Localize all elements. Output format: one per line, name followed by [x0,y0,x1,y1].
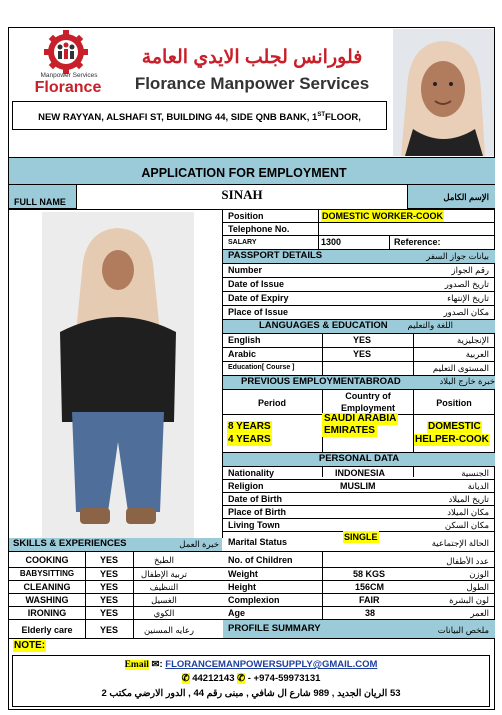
salary-value: 1300 [321,237,342,247]
position-label: Position [228,211,264,221]
passport-place-label: Place of Issue [228,307,289,317]
passport-number-label: Number [228,265,263,275]
previous-heading-arabic: خبرة خارج البلاد [439,376,495,386]
age-label: Age [228,608,246,618]
personal-heading: PERSONAL DATA [318,453,400,464]
skill-elderly-value: YES [99,625,118,635]
lang-arabic-label: Arabic [228,349,257,359]
height-ar: الطول [466,582,489,592]
period-2: 4 YEARS [228,434,271,445]
lang-english-value: YES [353,335,372,345]
weight-ar: الوزن [469,569,489,579]
person-fullbody-icon [42,212,194,540]
company-name: Florance Manpower Services [134,74,370,93]
complexion-label: Complexion [228,595,280,605]
address-floor-sup: ST [317,112,325,118]
nationality-label: Nationality [228,468,275,478]
skill-cleaning-label: CLEANING [23,582,71,592]
weight-label: Weight [228,569,258,579]
company-logo [21,30,111,98]
skill-babysitting-label: BABYSITTING [19,569,75,578]
phone-2[interactable]: - +974-59973131 [247,673,321,684]
skill-washing-ar: الغسيل [151,595,177,605]
skill-elderly-ar: رعايه المسنين [143,625,195,635]
full-body-photo [42,212,194,540]
languages-heading: LANGUAGES & EDUCATION [259,320,388,331]
dob-label: Date of Birth [228,494,282,504]
passport-issue-ar: تاريخ الصدور [444,279,489,289]
application-form [8,27,495,710]
passport-heading-arabic: بيانات جواز السفر [426,251,489,261]
lang-education-label: Education[ Course ] [228,364,295,371]
full-name-value: SINAH [221,187,263,202]
col-period: Period [257,398,286,408]
portrait-photo [393,29,494,156]
col-country: Country of Employment [340,391,395,413]
lang-arabic-ar: العربية [465,349,489,359]
pob-ar: مكان الميلاد [447,507,489,517]
note-label: NOTE: [14,640,46,651]
marital-ar: الحالة الإجتماعية [431,538,489,548]
full-name-arabic: الإسم الكامل [443,192,489,202]
person-portrait-icon [393,29,494,156]
religion-value: MUSLIM [340,481,376,491]
skill-ironing-label: IRONING [27,608,67,618]
lang-arabic-value: YES [353,349,372,359]
passport-heading: PASSPORT DETAILS [228,250,323,261]
logo-wordmark: Florance [34,79,102,96]
age-value: 38 [365,608,376,618]
living-town-ar: مكان السكن [444,520,489,530]
passport-place-ar: مكان الصدور [443,307,489,317]
col-position: Position [436,398,472,408]
living-town-label: Living Town [228,520,280,530]
skill-cooking-label: COOKING [25,555,69,565]
phone-1[interactable]: 44212143 [192,673,235,684]
salary-label: SALARY [228,239,257,246]
age-ar: العمر [470,608,489,618]
dob-ar: تاريخ الميلاد [448,494,489,504]
note-label-cell [9,639,495,653]
lang-education-ar: المستوى التعليم [432,363,489,373]
company-arabic-name: فلورانس لجلب الايدي العامة [141,47,363,68]
weight-value: 58 KGS [353,569,386,579]
address-box [12,101,387,130]
email-address[interactable]: FLORANCEMANPOWERSUPPLY@GMAIL.COM [165,659,378,670]
period-1: 8 YEARS [228,421,271,432]
passport-number-ar: رقم الجواز [451,265,489,275]
marital-value: SINGLE [344,532,378,542]
country-1: SAUDI ARABIA [324,413,397,424]
skill-ironing-ar: الكوي [153,608,175,618]
skill-washing-value: YES [99,595,118,605]
phone-icon-2: ✆ [237,673,246,684]
footer-address-ar: 53 الريان الجديد , 989 شارع ال شافي , مبنى رقم 44 , الدور الارضي مكتب 2 [101,688,401,699]
skill-ironing-value: YES [99,608,118,618]
address-text: NEW RAYYAN, ALSHAFI ST, BUILDING 44, SIDE QNB BANK, 1 [38,112,318,124]
full-name-label: FULL NAME [14,197,66,207]
skills-heading-ar: خبرة العمل [179,539,219,549]
marital-label: Marital Status [228,537,288,547]
height-label: Height [228,582,256,592]
passport-issue-label: Date of Issue [228,279,285,289]
logo-tagline: Manpower Services [40,72,98,79]
country-2: EMIRATES [324,425,375,436]
skill-cooking-ar: الطبخ [154,555,174,565]
skill-babysitting-value: YES [99,569,118,579]
children-label: No. of Children [228,555,293,565]
phone-icon: ✆ [181,673,190,684]
previous-heading: PREVIOUS EMPLOYMENTABROAD [241,376,401,387]
position-value: DOMESTIC WORKER-COOK [322,211,443,221]
skill-cleaning-value: YES [99,582,118,592]
profile-summary-label: PROFILE SUMMARY [228,623,321,634]
skill-cooking-value: YES [99,555,118,565]
skill-babysitting-ar: تربية الإطفال [141,569,187,579]
form-title: APPLICATION FOR EMPLOYMENT [141,166,347,180]
languages-heading-arabic: اللغة والتعليم [407,320,453,330]
religion-label: Religion [228,481,264,491]
position-1: DOMESTIC [428,421,481,432]
reference-label: Reference: [394,237,441,247]
passport-expiry-ar: تاريخ الإنتهاء [447,293,489,303]
lang-english-ar: الإنجليزية [456,335,489,345]
email-icon: ✉: [151,659,163,670]
footer-email-line [12,659,490,670]
height-value: 156CM [355,582,385,592]
address-tail: FLOOR, [325,112,361,124]
complexion-value: FAIR [359,595,380,605]
pob-label: Place of Birth [228,507,287,517]
skills-heading: SKILLS & EXPERIENCES [13,538,127,549]
skill-cleaning-ar: التنظيف [149,582,179,592]
nationality-ar: الجنسية [461,468,489,478]
lang-english-label: English [228,335,261,345]
children-ar: عدد الأطفال [446,556,489,566]
nationality-value: INDONESIA [335,468,386,478]
religion-ar: الديانة [467,481,489,491]
telephone-label: Telephone No. [228,224,290,234]
skill-washing-label: WASHING [25,595,69,605]
email-label: Email [124,660,149,670]
position-2: HELPER-COOK [415,434,489,445]
footer-phone-line [12,673,490,684]
passport-expiry-label: Date of Expiry [228,293,289,303]
complexion-ar: لون البشرة [449,595,489,605]
profile-summary-ar: ملخص البيانات [437,625,489,635]
skill-elderly-label: Elderly care [21,625,73,635]
